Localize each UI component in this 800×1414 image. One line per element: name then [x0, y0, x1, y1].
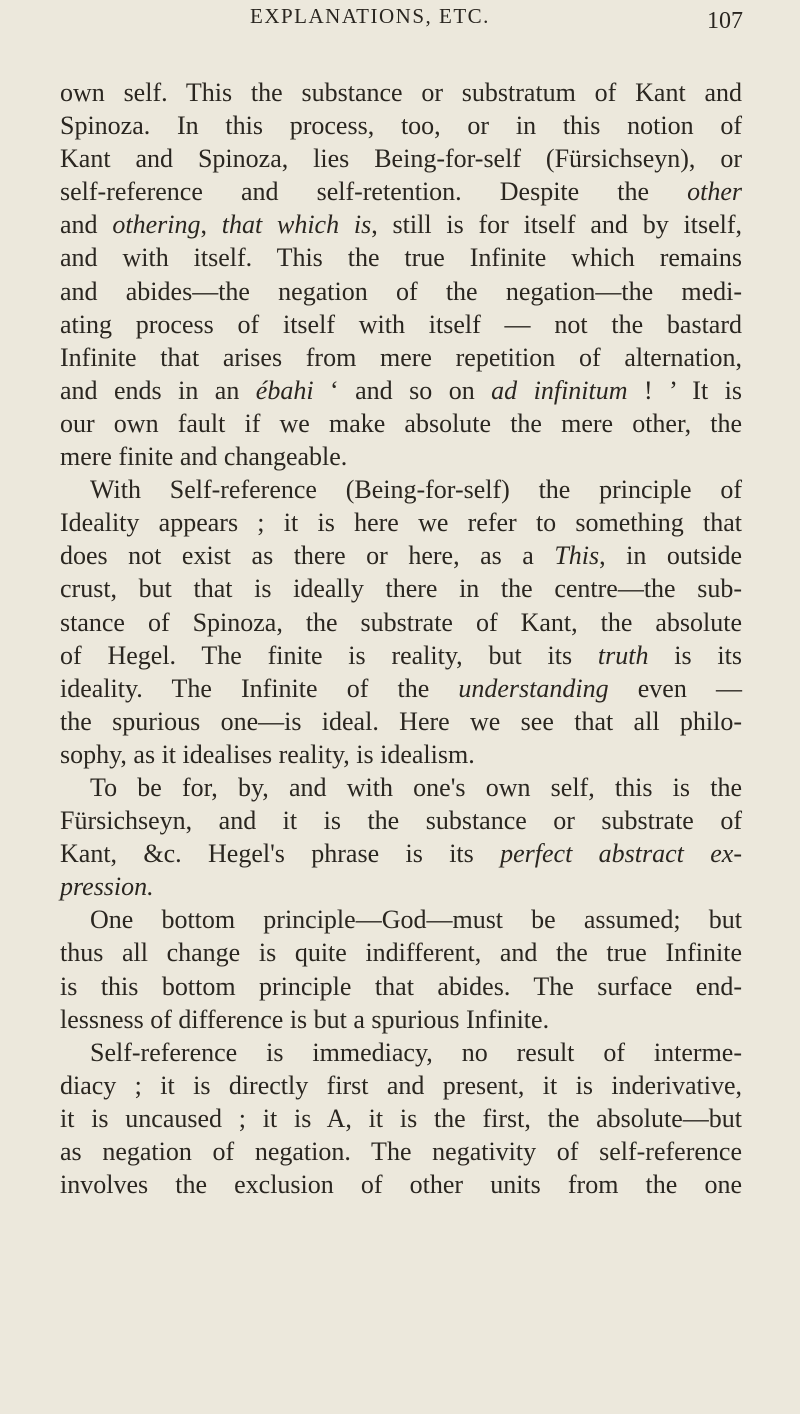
text-segment: ideality. The Infinite of the [60, 673, 459, 703]
text-line [60, 241, 742, 274]
text-segment: With Self-reference (Being-for-self) the principle of [90, 475, 742, 505]
text-segment: self-reference and self-retention. Despite the [60, 177, 688, 207]
text-segment: Self-reference is immediacy, no result of interme- [90, 1037, 742, 1067]
text-segment: and ends in an [60, 375, 256, 405]
text-line [60, 341, 742, 374]
text-segment: as negation of negation. The negativity of self-reference [60, 1137, 742, 1166]
text-segment: stance of Spinoza, the substrate of Kant, the absolute [60, 607, 742, 637]
text-line [60, 804, 742, 837]
text-line [60, 738, 742, 771]
text-line [60, 374, 742, 407]
text-line [60, 407, 742, 440]
text-segment: is its [648, 640, 742, 670]
text-segment: ‘ and so on [313, 375, 492, 405]
text-segment: crust, but that is ideally there in the centre—the sub- [60, 574, 742, 604]
text-segment: own self. This the substance or substratum of Kant and [60, 78, 742, 107]
text-line [60, 936, 742, 969]
text-line [60, 76, 742, 109]
text-segment: To be for, by, and with one's own self, this is the [90, 772, 742, 802]
text-segment: ating process of itself with itself — not the bastard [60, 309, 742, 339]
italic-text-segment: ad infinitum [491, 375, 628, 405]
text-segment: is this bottom principle that abides. The surface end- [60, 971, 742, 1001]
text-segment: mere finite and changeable. [60, 442, 348, 472]
text-segment: ! ’ It is [627, 375, 742, 405]
text-line [60, 440, 742, 473]
text-segment: Kant, &c. Hegel's phrase is its [60, 839, 501, 869]
text-line [60, 1036, 742, 1069]
running-title: EXPLANATIONS, ETC. [250, 4, 490, 28]
text-segment: Spinoza. In this process, too, or in this notion of [60, 111, 742, 141]
running-head [0, 4, 800, 44]
text-line [60, 142, 742, 175]
text-segment: , still is for itself and by itself, [371, 210, 743, 240]
italic-text-segment: that which is [221, 210, 372, 240]
italic-text-segment: othering [112, 210, 201, 240]
text-segment: does not exist as there or here, as a [60, 541, 555, 571]
text-line [60, 109, 742, 142]
text-line [60, 275, 742, 308]
text-line [60, 1102, 742, 1135]
italic-text-segment: ébahi [255, 375, 314, 405]
text-segment: One bottom principle—God—must be assumed; but [90, 905, 742, 935]
text-line [60, 539, 742, 572]
page-number: 107 [707, 8, 743, 34]
text-segment: our own fault if we make absolute the mere other, the [60, 408, 742, 438]
italic-text-segment: truth [597, 640, 649, 670]
italic-text-segment: This [554, 541, 600, 571]
text-line [60, 970, 742, 1003]
text-segment: sophy, as it idealises reality, is idealism. [60, 739, 475, 769]
text-line [60, 1168, 742, 1201]
text-line [60, 572, 742, 605]
text-line [60, 870, 742, 903]
italic-text-segment: other [687, 177, 742, 207]
text-segment: and abides—the negation of the negation—the medi- [60, 276, 742, 306]
text-segment: Ideality appears ; it is here we refer to something that [60, 508, 742, 538]
text-segment: diacy ; it is directly first and present, it is inderivative, [60, 1070, 742, 1100]
text-segment: even — [608, 673, 742, 703]
text-line [60, 606, 742, 639]
text-segment: of Hegel. The finite is reality, but its [60, 640, 598, 670]
text-line [60, 1135, 742, 1168]
italic-text-segment: perfect abstract ex- [500, 839, 742, 869]
text-line [60, 771, 742, 804]
text-line [60, 639, 742, 672]
text-segment: , [200, 210, 222, 240]
text-line [60, 672, 742, 705]
text-line [60, 208, 742, 241]
text-line [60, 308, 742, 341]
text-line [60, 837, 742, 870]
text-segment: and with itself. This the true Infinite which remains [60, 243, 742, 273]
text-line [60, 175, 742, 208]
text-segment: and [60, 210, 113, 240]
text-segment: Infinite that arises from mere repetition of alternation, [60, 342, 742, 372]
italic-text-segment: understanding [458, 673, 609, 703]
italic-text-segment: pression. [60, 872, 154, 902]
text-line [60, 1003, 742, 1036]
text-line [60, 473, 742, 506]
text-segment: it is uncaused ; it is A, it is the first, the absolute—but [60, 1103, 742, 1133]
text-segment: thus all change is quite indifferent, and the true Infinite [60, 938, 742, 968]
text-line [60, 903, 742, 936]
body-text [60, 76, 742, 1201]
text-line [60, 506, 742, 539]
text-segment: lessness of difference is but a spurious Infinite. [60, 1004, 550, 1034]
text-segment: Fürsichseyn, and it is the substance or substrate of [60, 806, 742, 836]
text-line [60, 705, 742, 738]
text-segment: , in outside [599, 541, 742, 571]
text-segment: Kant and Spinoza, lies Being-for-self (Fürsichseyn), or [60, 144, 742, 174]
text-segment: involves the exclusion of other units from the one [60, 1170, 742, 1200]
text-segment: the spurious one—is ideal. Here we see that all philo- [60, 706, 742, 736]
text-line [60, 1069, 742, 1102]
